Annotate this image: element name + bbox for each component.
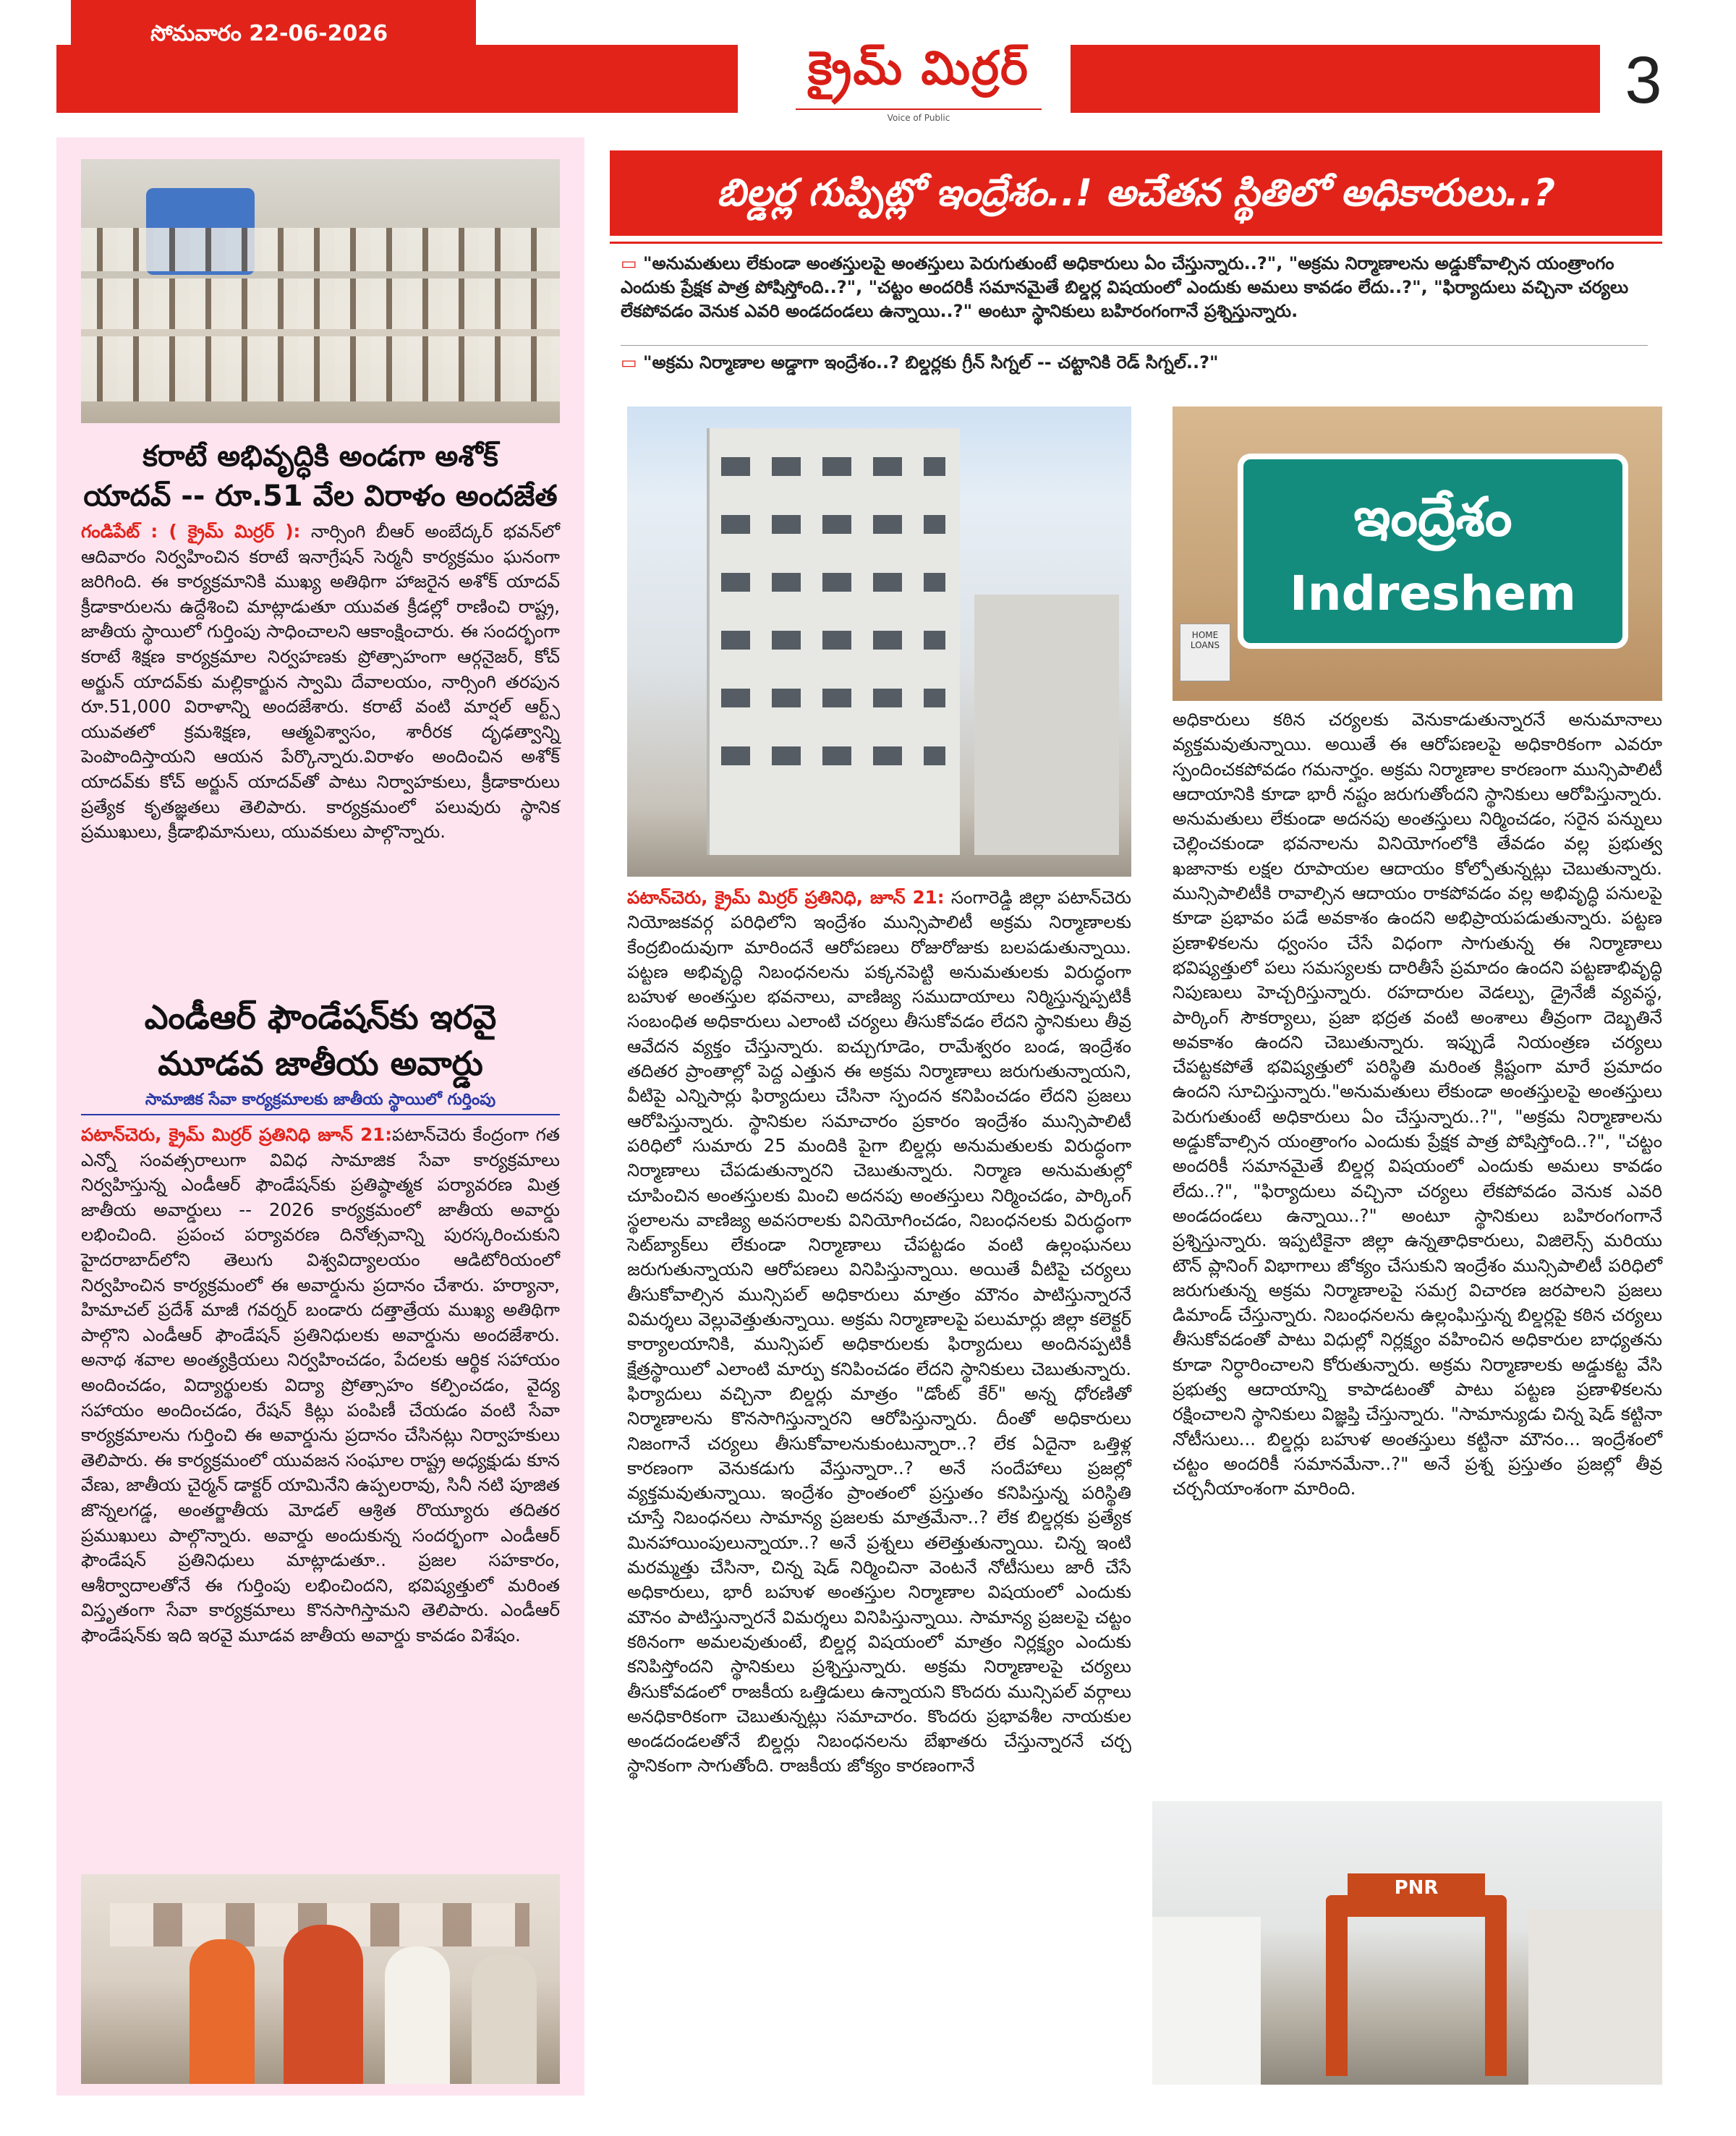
sign-english-text: Indreshem [1290, 566, 1576, 621]
gated-community-photo[interactable] [1152, 1801, 1662, 2085]
quote-bullet-2 [621, 351, 1648, 375]
building-windows [721, 573, 945, 592]
crowd-middle-row [81, 278, 560, 329]
building-windows [721, 457, 945, 476]
main-body-middle-text: సంగారెడ్డి జిల్లా పటాన్‌చెరు నియోజకవర్గ పరిధిలోని ఇంద్రేశం మున్సిపాలిటీ అక్రమ నిర్మాణాలకు కేంద్రబిందువుగా మారిందనే ఆరోపణలు రోజురోజుకు బలపడుతున్నాయి. పట్టణ అభివృద్ధి నిబంధనలను పక్కనపెట్టి అనుమతులకు విరుద్ధంగా బహుళ అంతస్తుల భవనాలు, వాణిజ్య సముదాయాలు నిర్మిస్తున్నప్పటికీ సంబంధిత అధికారులు ఎలాంటి చర్యలు తీసుకోవడం లేదని స్థానికులు తీవ్ర ఆవేదన వ్యక్తం చేస్తున్నారు. ఐచ్చుగూడెం, రామేశ్వరం బండ, ఇంద్రేశం తదితర ప్రాంతాల్లో పెద్ద ఎత్తున ఈ అక్రమ నిర్మాణాలు జరుగుతున్నాయని, వీటిపై ఎన్నిసార్లు ఫిర్యాదులు చేసినా స్పందన కనిపించడం లేదని ప్రజలు ఆరోపిస్తున్నారు. స్థానికుల సమాచారం ప్రకారం ఇంద్రేశం మున్సిపాలిటీ పరిధిలో సుమారు 25 మందికి పైగా బిల్డర్లు అనుమతులకు విరుద్ధంగా నిర్మాణాలు చేపడుతున్నారని చెబుతున్నారు. నిర్మాణ అనుమతుల్లో చూపించిన అంతస్తులకు మించి అదనపు అంతస్తులు నిర్మించడం, పార్కింగ్ స్థలాలను వాణిజ్య అవసరాలకు వినియోగించడం, నిబంధనలకు విరుద్ధంగా సెట్‌బ్యాక్‌లు లేకుండా నిర్మాణాలు చేపట్టడం వంటి ఉల్లంఘనలు జరుగుతున్నాయని ఆరోపణలు వినిపిస్తున్నాయి. అయితే వీటిపై చర్యలు తీసుకోవాల్సిన మున్సిపల్ అధికారులు మాత్రం మౌనం పాటిస్తున్నారనే విమర్శలు వెల్లువెత్తుతున్నాయి. అక్రమ నిర్మాణాలపై పలుమార్లు జిల్లా కలెక్టర్ కార్యాలయానికి, మున్సిపల్ అధికారులకు ఫిర్యాదులు అందినప్పటికీ క్షేత్రస్థాయిలో ఎలాంటి మార్పు కనిపించడం లేదని స్థానికులు చెబుతున్నారు. ఫిర్యాదులు వచ్చినా బిల్డర్లు మాత్రం "డోంట్ కేర్" అన్న ధోరణితో నిర్మాణాలను కొనసాగిస్తున్నారని ఆరోపిస్తున్నారు. దీంతో అధికారులు నిజంగానే చర్యలు తీసుకోవాలనుకుంటున్నారా..? లేక ఏదైనా ఒత్తిళ్ల కారణంగా వెనుకడుగు వేస్తున్నారా..? అనే సందేహాలు ప్రజల్లో వ్యక్తమవుతున్నాయి. ఇంద్రేశం ప్రాంతంలో ప్రస్తుతం కనిపిస్తున్న పరిస్థితి చూస్తే నిబంధనలు సామాన్య ప్రజలకు మాత్రమేనా..? లేక బిల్డర్లకు ప్రత్యేక మినహాయింపులున్నాయా..? అనే ప్రశ్నలు తలెత్తుతున్నాయి. చిన్న ఇంటి మరమ్మత్తు చేసినా, చిన్న షెడ్ నిర్మించినా వెంటనే నోటీసులు జారీ చేసే అధికారులు, భారీ బహుళ అంతస్తుల నిర్మాణాల విషయంలో ఎందుకు మౌనం పాటిస్తున్నారనే విమర్శలు వినిపిస్తున్నాయి. సామాన్య ప్రజలపై చట్టం కఠినంగా అమలవుతుంటే, బిల్డర్ల విషయంలో మాత్రం నిర్లక్ష్యం ఎందుకు కనిపిస్తోందని స్థానికులు ప్రశ్నిస్తున్నారు. అక్రమ నిర్మాణాలపై చర్యలు తీసుకోవడంలో రాజకీయ ఒత్తిడులు ఉన్నాయని కొందరు మున్సిపల్ వర్గాలు అనధికారికంగా చెబుతున్నట్లు సమాచారం. కొందరు ప్రభావశీల నాయకుల అండదండలతోనే బిల్డర్లు నిబంధనలను బేఖాతరు చేస్తున్నారనే చర్చ స్థానికంగా సాగుతోంది. రాజకీయ జోక్యం కారణంగానే [627, 887, 1132, 1777]
story2-body [81, 1123, 560, 1868]
story2-subhead-rule [81, 1114, 560, 1115]
building-windows [721, 689, 945, 707]
home-loans-poster: HOME LOANS [1180, 624, 1230, 681]
entrance-arch [1326, 1895, 1507, 2076]
masthead-logo[interactable]: క్రైమ్ మిర్రర్ [808, 42, 1029, 95]
gate-sign: PNR [1348, 1873, 1485, 1902]
left-building [1152, 1917, 1261, 2085]
page-number: 3 [1625, 43, 1662, 117]
story2-subhead: సామాజిక సేవా కార్యక్రమాలకు జాతీయ స్థాయిలో గుర్తింపు [145, 1091, 496, 1109]
story1-text: నార్సింగి బీఆర్ అంబేద్కర్ భవన్‌లో ఆదివారం నిర్వహించిన కరాటే ఇనాగ్రేషన్ సెర్మనీ కార్యక్రమం ఘనంగా జరిగింది. ఈ కార్యక్రమానికి ముఖ్య అతిథిగా హాజరైన అశోక్ యాదవ్ క్రీడాకారులను ఉద్దేశించి మాట్లాడుతూ యువత క్రీడల్లో రాణించి రాష్ట్ర, జాతీయ స్థాయిలో గుర్తింపు సాధించాలని ఆకాంక్షించారు. ఈ సందర్భంగా కరాటే శిక్షణ కార్యక్రమాల నిర్వహణకు ప్రోత్సాహంగా ఆర్గనైజర్, కోచ్ అర్జున్ యాదవ్‌కు మల్లికార్జున స్వామి దేవాలయం, నార్సింగి తరపున రూ.51,000 విరాళాన్ని అందజేశారు. కరాటే వంటి మార్షల్ ఆర్ట్స్ యువతలో క్రమశిక్షణ, ఆత్మవిశ్వాసం, శారీరక దృఢత్వాన్ని పెంపొందిస్తాయని ఆయన పేర్కొన్నారు.విరాళం అందించిన అశోక్ యాదవ్‌కు కోచ్ అర్జున్ యాదవ్‌తో పాటు నిర్వాహకులు, క్రీడాకారులు ప్రత్యేక కృతజ్ఞతలు తెలిపారు. కార్యక్రమంలో పలువురు స్థానిక ప్రముఖులు, క్రీడాభిమానులు, యువకులు పాల్గొన్నారు. [81, 521, 560, 843]
karate-event-photo[interactable] [81, 159, 560, 423]
building-windows [721, 746, 945, 765]
building-photo[interactable] [627, 407, 1131, 877]
story1-body [81, 519, 560, 988]
building-windows [721, 631, 945, 650]
quote-bullet-2-text: "అక్రమ నిర్మాణాల అడ్డాగా ఇంద్రేశం..? బిల్డర్లకు గ్రీన్ సిగ్నల్ -- చట్టానికి రెడ్ సిగ్నల్..?" [643, 352, 1219, 373]
crowd-back-row [81, 228, 560, 271]
building-windows [721, 515, 945, 534]
quote-bullet-1 [621, 252, 1648, 323]
story1-headline-line2[interactable]: యాదవ్ -- రూ.51 వేల విరాళం అందజేత [83, 480, 558, 513]
story1-dateline: గండిపేట్ : ( క్రైమ్ మిర్రర్ ): [81, 521, 301, 542]
guest-figure [385, 1946, 450, 2084]
awardee-figure [190, 1939, 255, 2084]
crowd-front-row [81, 336, 560, 401]
story2-headline-line1[interactable]: ఎండీఆర్ ఫౌండేషన్‌కు ఇరవై [144, 997, 497, 1037]
logo-underline [796, 108, 1042, 110]
quote-bullet-1-text: "అనుమతులు లేకుండా అంతస్తులపై అంతస్తులు పెరుగుతుంటే అధికారులు ఏం చేస్తున్నారు..?", "అక్రమ నిర్మాణాలను అడ్డుకోవాల్సిన యంత్రాంగం ఎందుకు ప్రేక్షక పాత్ర పోషిస్తోంది..?", "చట్టం అందరికీ సమానమైతే బిల్డర్ల విషయంలో ఎందుకు అమలు కావడం లేదు..?", "ఫిర్యాదులు వచ్చినా చర్యలు లేకపోవడం వెనుక ఎవరి అండదండలు ఉన్నాయి..?" అంటూ స్థానికులు బహిరంగంగానే ప్రశ్నిస్తున్నారు. [621, 253, 1629, 321]
newspaper-bullet-icon: ▭⁠ [621, 352, 644, 373]
indreshem-sign-photo[interactable] [1173, 407, 1662, 701]
story2-dateline: పటాన్‌చెరు, క్రైమ్ మిర్రర్ ప్రతినిధి జూన్ 21: [81, 1124, 393, 1145]
guest-figure-right [472, 1954, 537, 2084]
award-ceremony-photo[interactable] [81, 1874, 560, 2084]
headline-rule [610, 242, 1662, 244]
newspaper-bullet-icon: ▭⁠ [621, 253, 644, 273]
edition-date: సోమవారం 22-06-2026 [71, 0, 476, 68]
story2-headline-line2[interactable]: మూడవ జాతీయ అవార్డు [158, 1044, 483, 1083]
logo-tagline: Voice of Public [887, 113, 950, 123]
main-story-body-middle [627, 885, 1131, 1779]
right-building [1528, 1910, 1662, 2085]
awardee-figure-center [284, 1925, 363, 2084]
story2-text: పటాన్‌చెరు కేంద్రంగా గత ఎన్నో సంవత్సరాలుగా వివిధ సామాజిక సేవా కార్యక్రమాలు నిర్వహిస్తున్న ఎండీఆర్ ఫౌండేషన్‌కు ప్రతిష్ఠాత్మక పర్యావరణ మిత్ర జాతీయ అవార్డులు -- 2026 కార్యక్రమంలో జాతీయ అవార్డు లభించింది. ప్రపంచ పర్యావరణ దినోత్సవాన్ని పురస్కరించుకుని హైదరాబాద్‌లోని తెలుగు విశ్వవిద్యాలయం ఆడిటోరియంలో నిర్వహించిన కార్యక్రమంలో ఈ అవార్డును ప్రదానం చేశారు. హర్యానా, హిమాచల్ ప్రదేశ్ మాజీ గవర్నర్ బండారు దత్తాత్రేయ ముఖ్య అతిథిగా పాల్గొని ఎండీఆర్ ఫౌండేషన్ ప్రతినిధులకు అవార్డును అందజేశారు. అనాథ శవాల అంత్యక్రియలు నిర్వహించడం, పేదలకు ఆర్థిక సహాయం అందించడం, విద్యార్థులకు విద్యా ప్రోత్సాహం కల్పించడం, వైద్య సహాయం అందించడం, రేషన్ కిట్లు పంపిణీ చేయడం వంటి సేవా కార్యక్రమాలను గుర్తించి ఈ అవార్డును ప్రదానం చేసినట్లు నిర్వాహకులు తెలిపారు. ఈ కార్యక్రమంలో యువజన సంఘాల రాష్ట్ర అధ్యక్షుడు కూన వేణు, జాతీయ చైర్మన్ డాక్టర్ యామినేని ఉప్పలరావు, సినీ నటి పూజిత జొన్నలగడ్డ, అంతర్జాతీయ మోడల్ ఆశ్రిత రొయ్యూరు తదితర ప్రముఖులు పాల్గొన్నారు. అవార్డు అందుకున్న సందర్భంగా ఎండీఆర్ ఫౌండేషన్ ప్రతినిధులు మాట్లాడుతూ.. ప్రజల సహకారం, ఆశీర్వాదాలతోనే ఈ గుర్తింపు లభించిందని, భవిష్యత్తులో మరింత విస్తృతంగా సేవా కార్యక్రమాలు కొనసాగిస్తామని తెలిపారు. ఎండీఆర్ ఫౌండేషన్‌కు ఇది ఇరవై మూడవ జాతీయ అవార్డు కావడం విశేషం. [81, 1124, 560, 1646]
neighbor-building [974, 595, 1119, 855]
main-story-body-right: అధికారులు కఠిన చర్యలకు వెనుకాడుతున్నారనే అనుమానాలు వ్యక్తమవుతున్నాయి. అయితే ఈ ఆరోపణలపై అధికారికంగా ఎవరూ స్పందించకపోవడం గమనార్హం. అక్రమ నిర్మాణాల కారణంగా మున్సిపాలిటీ ఆదాయానికి కూడా భారీ నష్టం జరుగుతోందని స్థానికులు ఆరోపిస్తున్నారు. అనుమతులు లేకుండా అదనపు అంతస్తులు నిర్మించడం, సరైన పన్నులు చెల్లించకుండా భవనాలను వినియోగంలోకి తేవడం వల్ల ప్రభుత్వ ఖజానాకు లక్షల రూపాయల ఆదాయం కోల్పోతున్నట్లు చెబుతున్నారు. మున్సిపాలిటీకి రావాల్సిన ఆదాయం రాకపోవడం వల్ల అభివృద్ధి పనులపై కూడా ప్రభావం పడే అవకాశం ఉందని అభిప్రాయపడుతున్నారు. పట్టణ ప్రణాళికలను ధ్వంసం చేసే విధంగా సాగుతున్న ఈ నిర్మాణాలు భవిష్యత్తులో పలు సమస్యలకు దారితీసే ప్రమాదం ఉందని పట్టణాభివృద్ధి నిపుణులు హెచ్చరిస్తున్నారు. రహదారుల వెడల్పు, డ్రైనేజీ వ్యవస్థ, పార్కింగ్ సౌకర్యాలు, ప్రజా భద్రత వంటి అంశాలు తీవ్రంగా దెబ్బతినే అవకాశం ఉందని చెబుతున్నారు. ఇప్పుడే నియంత్రణ చర్యలు చేపట్టకపోతే భవిష్యత్తులో పరిస్థితి మరింత క్లిష్టంగా మారే ప్రమాదం ఉందని సూచిస్తున్నారు."అనుమతులు లేకుండా అంతస్తులపై అంతస్తులు పెరుగుతుంటే అధికారులు ఏం చేస్తున్నారు..?", "అక్రమ నిర్మాణాలను అడ్డుకోవాల్సిన యంత్రాంగం ఎందుకు ప్రేక్షక పాత్ర పోషిస్తోంది..?", "చట్టం అందరికీ సమానమైతే బిల్డర్ల విషయంలో ఎందుకు అమలు కావడం లేదు..?", "ఫిర్యాదులు వచ్చినా చర్యలు లేకపోవడం వెనుక ఎవరి అండదండలు ఉన్నాయి..?" అంటూ స్థానికులు బహిరంగంగానే ప్రశ్నిస్తున్నారు. ఇప్పటికైనా జిల్లా ఉన్నతాధికారులు, విజిలెన్స్ మరియు టౌన్ ప్లానింగ్ విభాగాలు జోక్యం చేసుకుని ఇంద్రేశం మున్సిపాలిటీ పరిధిలో జరుగుతున్న అక్రమ నిర్మాణాలపై సమగ్ర విచారణ జరపాలని ప్రజలు డిమాండ్ చేస్తున్నారు. నిబంధనలను ఉల్లంఘిస్తున్న బిల్డర్లపై కఠిన చర్యలు తీసుకోవడంతో పాటు విధుల్లో నిర్లక్ష్యం వహించిన అధికారుల బాధ్యతను కూడా నిర్ధారించాలని కోరుతున్నారు. అక్రమ నిర్మాణాలకు అడ్డుకట్ట వేసి ప్రభుత్వ ఆదాయాన్ని కాపాడటంతో పాటు పట్టణ ప్రణాళికలను రక్షించాలని స్థానికులు విజ్ఞప్తి చేస్తున్నారు. "సామాన్యుడు చిన్న షెడ్ కట్టినా నోటీసులు... బిల్డర్లు బహుళ అంతస్తులు కట్టినా మౌనం... ఇంద్రేశంలో చట్టం అందరికీ సమానమేనా..?" అనే ప్రశ్న ప్రస్తుతం ప్రజల్లో తీవ్ర చర్చనీయాంశంగా మారింది. [1173, 709, 1662, 1499]
sign-telugu-text: ఇంద్రేశం [1353, 486, 1512, 548]
bullet-rule [621, 345, 1648, 346]
main-dateline: పటాన్‌చెరు, క్రైమ్ మిర్రర్ ప్రతినిధి, జూన్ 21: [627, 887, 945, 908]
main-headline[interactable]: బిల్డర్ల గుప్పిట్లో ఇంద్రేశం..! అచేతన స్థితిలో అధికారులు..? [717, 171, 1555, 215]
story1-headline-line1[interactable]: కరాటే అభివృద్ధికి అండగా అశోక్ [142, 440, 498, 473]
